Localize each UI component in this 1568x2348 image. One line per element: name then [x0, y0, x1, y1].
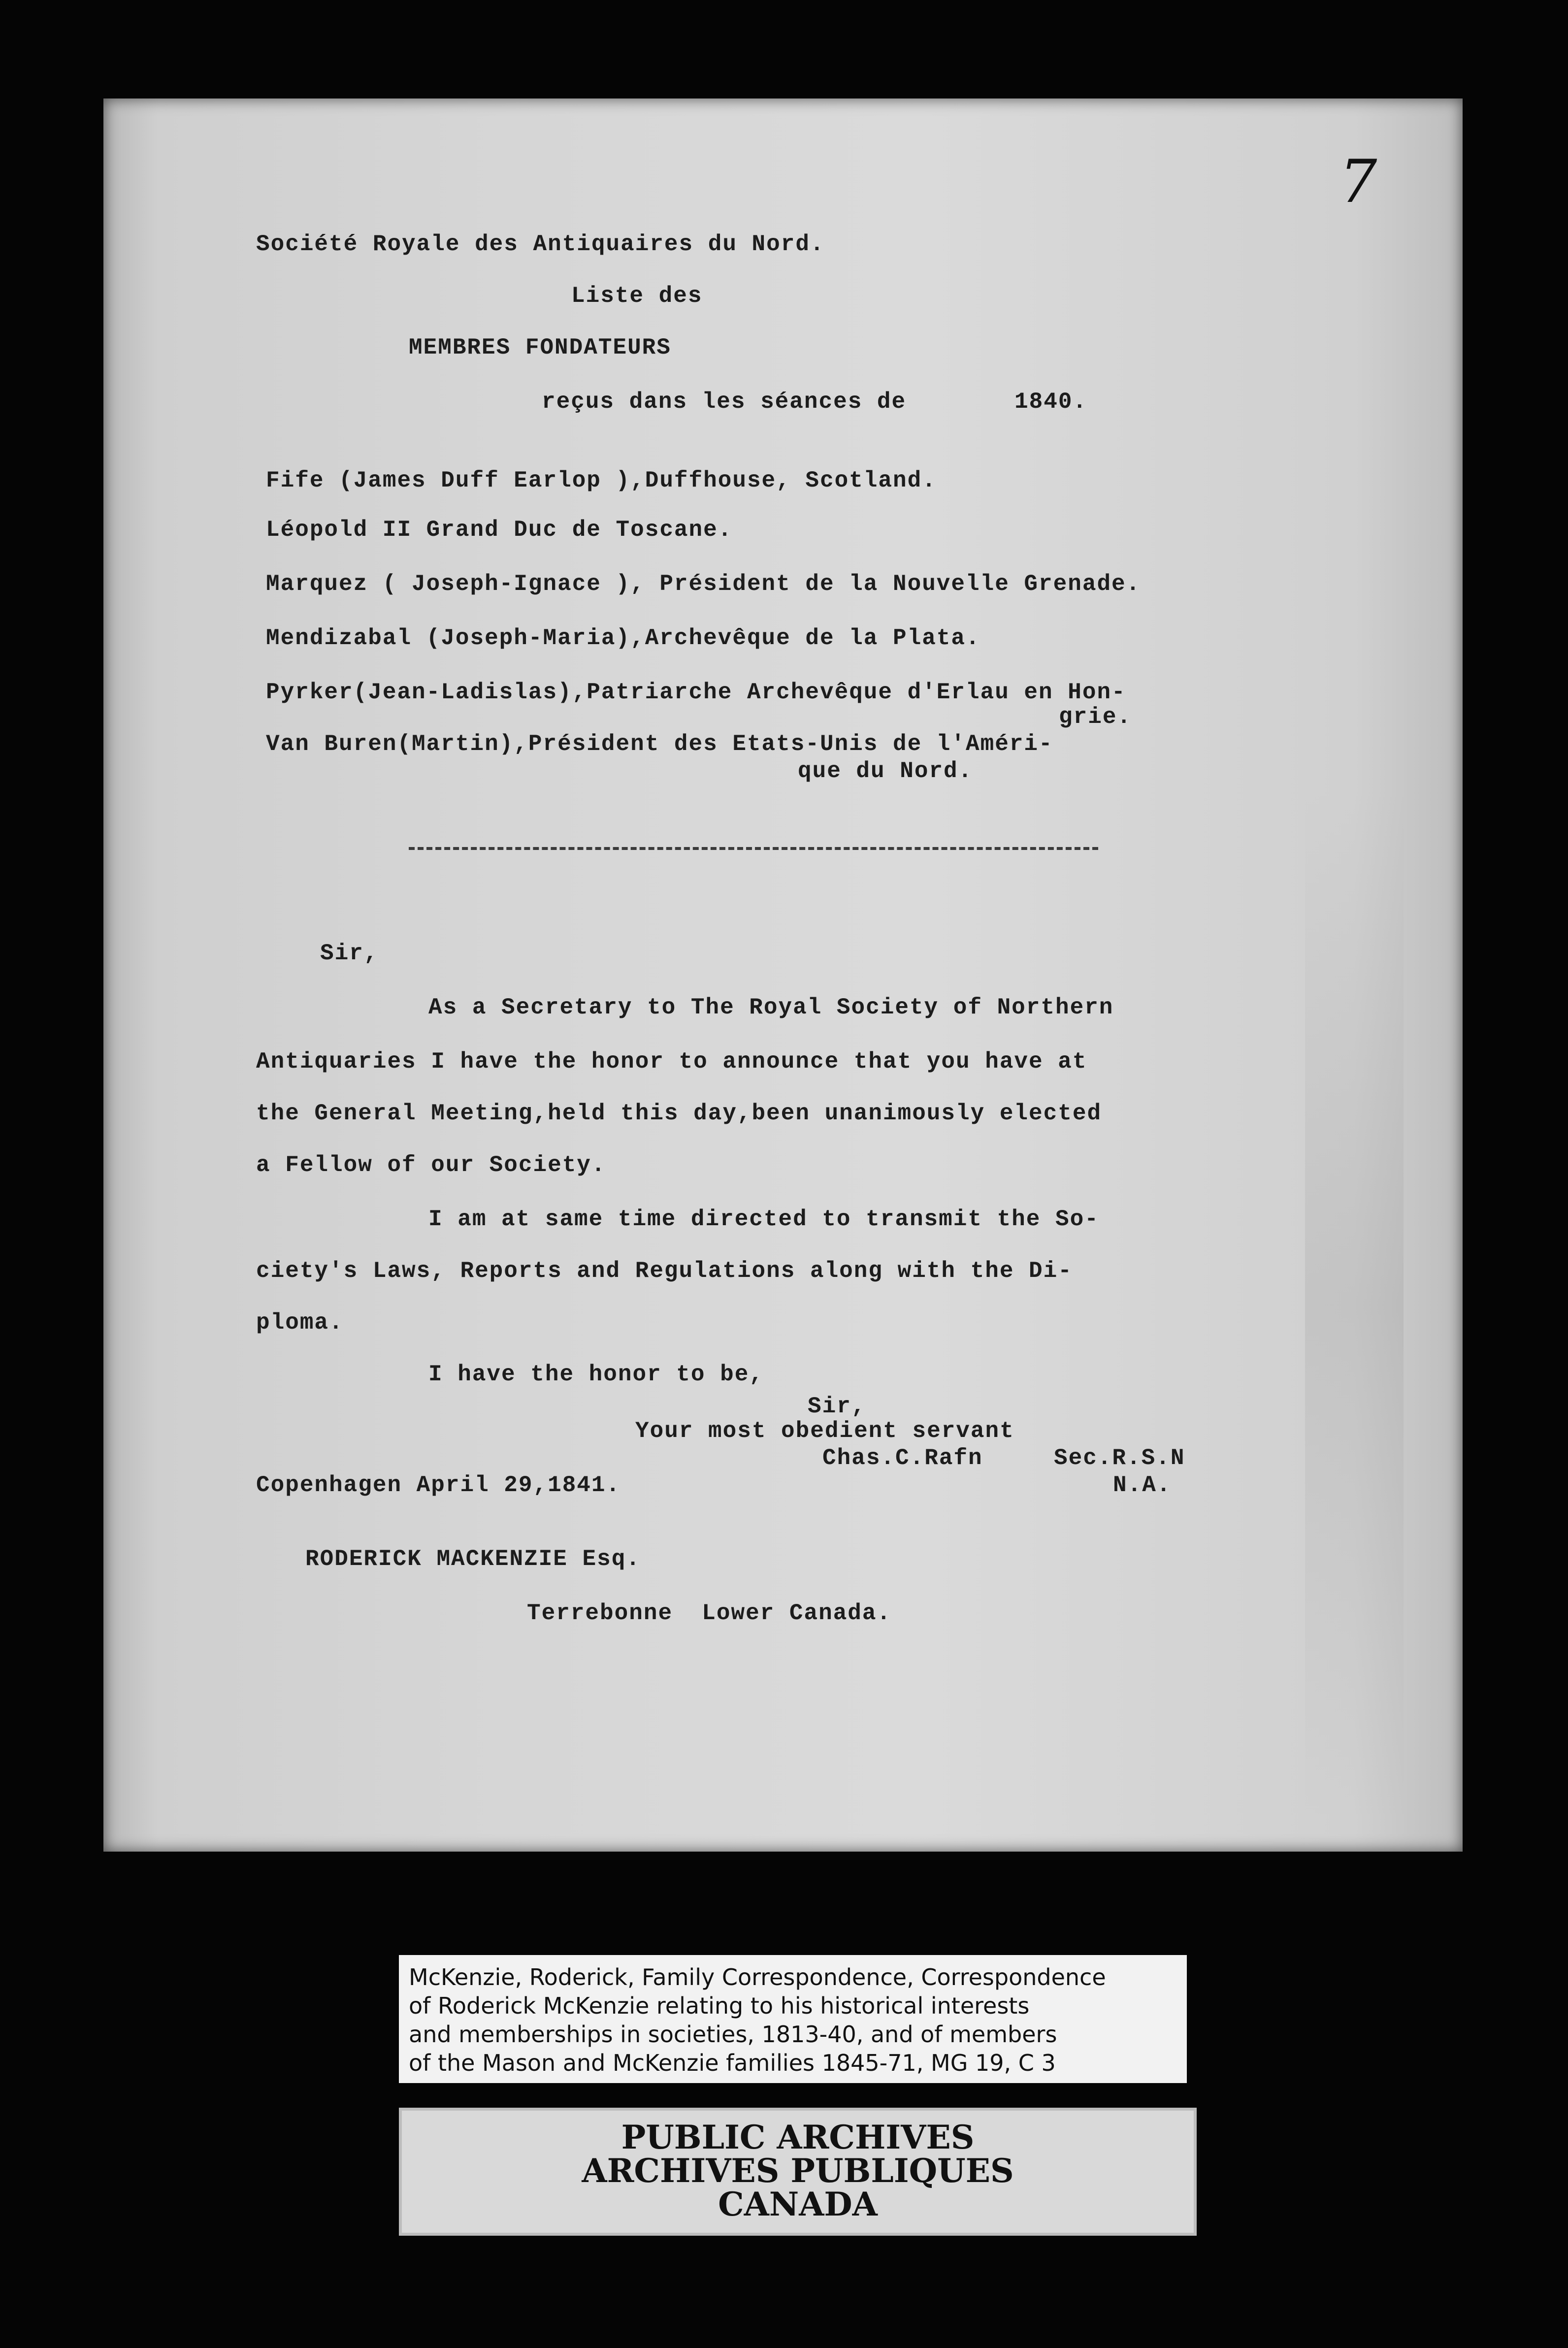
letter-line: a Fellow of our Society.	[256, 1152, 606, 1178]
letter-signature-title: Sec.R.S.N	[1054, 1445, 1185, 1471]
member-line: Van Buren(Martin),Président des Etats-Unis de l'Améri-	[266, 731, 1053, 757]
letter-closing-servant: Your most obedient servant	[635, 1418, 1014, 1444]
letter-line: I am at same time directed to transmit the So-	[428, 1207, 1099, 1232]
letter-closing-sir: Sir,	[808, 1394, 866, 1419]
header-year: 1840.	[1014, 389, 1088, 415]
letter-signature: Chas.C.Rafn	[822, 1445, 983, 1471]
stamp-line: CANADA	[718, 2185, 878, 2223]
member-line: Mendizabal (Joseph-Maria),Archevêque de la Plata.	[266, 625, 980, 651]
letter-line: Antiquaries I have the honor to announce that you have at	[256, 1049, 1087, 1075]
member-line: grie.	[1059, 704, 1132, 730]
letter-signature-title2: N.A.	[1113, 1472, 1172, 1498]
letter-place-date: Copenhagen April 29,1841.	[256, 1472, 621, 1498]
stamp-line: ARCHIVES PUBLIQUES	[582, 2152, 1014, 2190]
letter-line: ploma.	[256, 1310, 344, 1336]
caption-line: of the Mason and McKenzie families 1845-71, MG 19, C 3	[409, 2050, 1056, 2076]
header-list-title: Liste des	[571, 283, 703, 309]
letter-line: As a Secretary to The Royal Society of Northern	[428, 995, 1114, 1020]
archives-stamp	[399, 2108, 1197, 2236]
stamp-line: PUBLIC ARCHIVES	[621, 2118, 975, 2156]
member-line: Marquez ( Joseph-Ignace ), Président de la Nouvelle Grenade.	[266, 571, 1141, 597]
letter-line: ciety's Laws, Reports and Regulations along with the Di-	[256, 1258, 1073, 1284]
header-members-title: MEMBRES FONDATEURS	[409, 335, 671, 360]
letter-addressee: RODERICK MACKENZIE Esq.	[305, 1546, 641, 1572]
letter-address: Terrebonne Lower Canada.	[527, 1600, 892, 1626]
member-line: Pyrker(Jean-Ladislas),Patriarche Archevêque d'Erlau en Hon-	[266, 680, 1126, 705]
member-line: que du Nord.	[798, 758, 973, 784]
archive-caption-label	[399, 1955, 1187, 2083]
member-line: Léopold II Grand Duc de Toscane.	[266, 517, 733, 543]
caption-line: of Roderick McKenzie relating to his historical interests	[409, 1992, 1030, 2019]
header-sessions: reçus dans les séances de	[542, 389, 907, 415]
letter-salutation: Sir,	[320, 941, 379, 966]
caption-line: and memberships in societies, 1813-40, and of members	[409, 2021, 1057, 2048]
header-society-name: Société Royale des Antiquaires du Nord.	[256, 231, 825, 257]
page-number: 7	[1339, 148, 1377, 216]
letter-line: the General Meeting,held this day,been unanimously elected	[256, 1101, 1102, 1126]
separator-rule	[409, 847, 1098, 850]
member-line: Fife (James Duff Earlop ),Duffhouse, Scotland.	[266, 468, 937, 493]
caption-line: McKenzie, Roderick, Family Correspondence, Correspondence	[409, 1964, 1106, 1990]
document-sheet	[103, 98, 1463, 1852]
letter-closing: I have the honor to be,	[428, 1362, 764, 1387]
